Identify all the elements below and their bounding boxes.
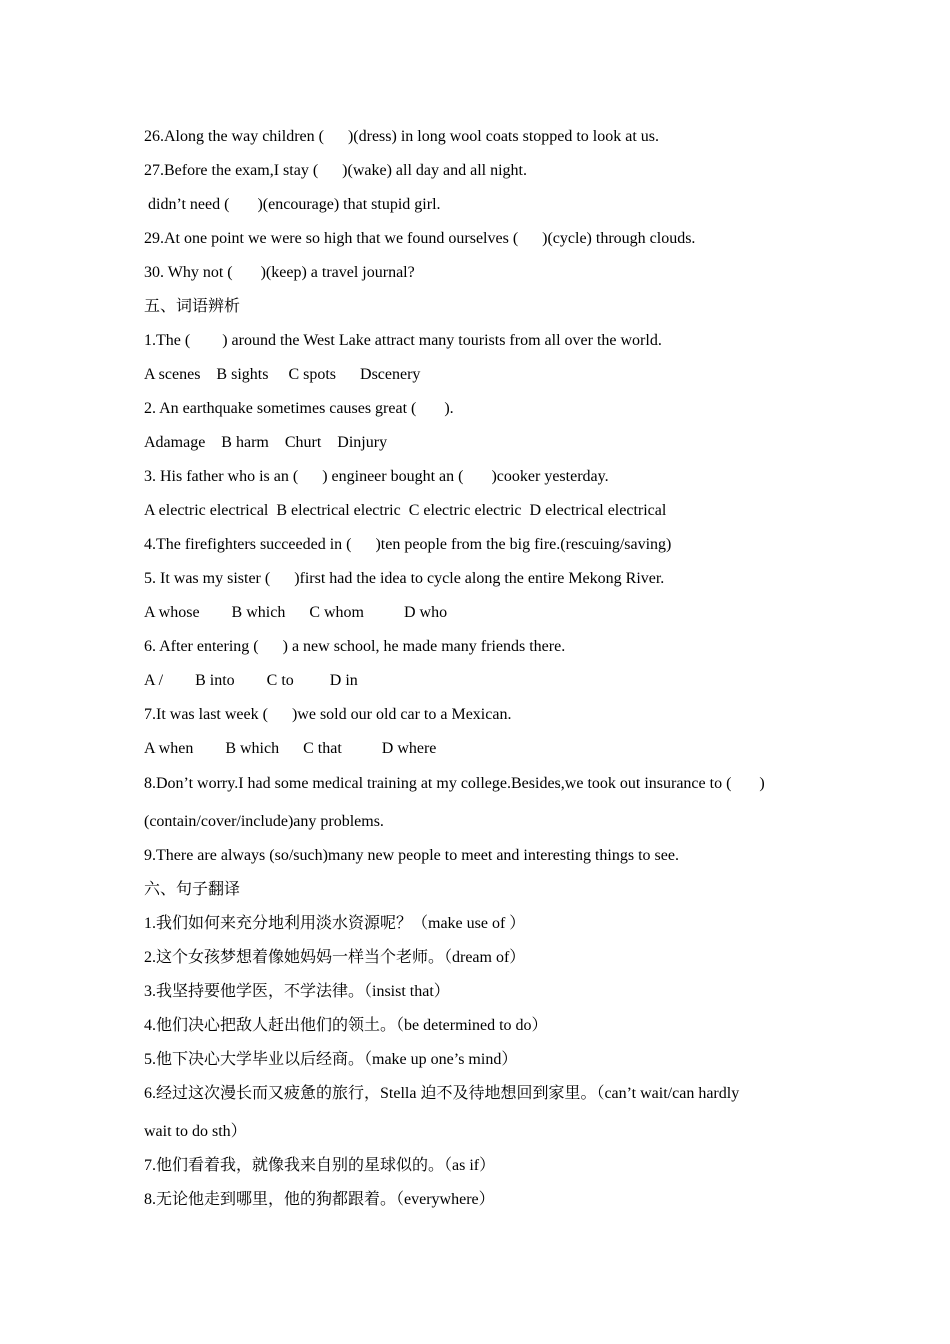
question-30: 30. Why not ( )(keep) a travel journal? (144, 264, 415, 281)
analysis-question-5: 5. It was my sister ( )first had the idea to cycle along the entire Mekong River. (144, 570, 665, 587)
analysis-question-7: 7.It was last week ( )we sold our old car to a Mexican. (144, 706, 512, 723)
analysis-options-1: A scenes B sights C spots Dscenery (144, 366, 421, 383)
analysis-question-2: 2. An earthquake sometimes causes great ( ). (144, 400, 454, 417)
question-28: didn’t need ( )(encourage) that stupid girl. (144, 196, 441, 213)
translation-8: 8.无论他走到哪里，他的狗都跟着。（everywhere） (144, 1191, 495, 1208)
section-heading-word-analysis: 五、词语辨析 (144, 298, 241, 315)
translation-7: 7.他们看着我，就像我来自别的星球似的。（as if） (144, 1157, 496, 1174)
translation-6: 6.经过这次漫长而又疲惫的旅行，Stella 迫不及待地想回到家里。（can’t wait/can hardly (144, 1085, 740, 1102)
question-29: 29.At one point we were so high that we found ourselves ( )(cycle) through clouds. (144, 230, 696, 247)
analysis-question-8-continued: (contain/cover/include)any problems. (144, 813, 384, 830)
analysis-question-8: 8.Don’t worry.I had some medical training at my college.Besides,we took out insurance to ( ) (144, 775, 765, 792)
analysis-question-4: 4.The firefighters succeeded in ( )ten people from the big fire.(rescuing/saving) (144, 536, 672, 553)
question-26: 26.Along the way children ( )(dress) in long wool coats stopped to look at us. (144, 128, 660, 145)
translation-6-continued: wait to do sth） (144, 1123, 247, 1140)
analysis-question-9: 9.There are always (so/such)many new people to meet and interesting things to see. (144, 847, 679, 864)
analysis-question-3: 3. His father who is an ( ) engineer bought an ( )cooker yesterday. (144, 468, 609, 485)
analysis-options-7: A when B which C that D where (144, 740, 437, 757)
translation-2: 2.这个女孩梦想着像她妈妈一样当个老师。（dream of） (144, 949, 526, 966)
translation-4: 4.他们决心把敌人赶出他们的领土。（be determined to do） (144, 1017, 548, 1034)
translation-3: 3.我坚持要他学医，不学法律。（insist that） (144, 983, 450, 1000)
analysis-options-2: Adamage B harm Churt Dinjury (144, 434, 388, 451)
analysis-question-6: 6. After entering ( ) a new school, he made many friends there. (144, 638, 566, 655)
section-heading-translation: 六、句子翻译 (144, 881, 241, 898)
translation-1: 1.我们如何来充分地利用淡水资源呢？（make use of ） (144, 915, 526, 932)
analysis-options-5: A whose B which C whom D who (144, 604, 448, 621)
translation-5: 5.他下决心大学毕业以后经商。（make up one’s mind） (144, 1051, 518, 1068)
analysis-question-1: 1.The ( ) around the West Lake attract many tourists from all over the world. (144, 332, 662, 349)
analysis-options-3: A electric electrical B electrical electric C electric electric D electrical electrical (144, 502, 667, 519)
question-27: 27.Before the exam,I stay ( )(wake) all day and all night. (144, 162, 527, 179)
analysis-options-6: A / B into C to D in (144, 672, 358, 689)
